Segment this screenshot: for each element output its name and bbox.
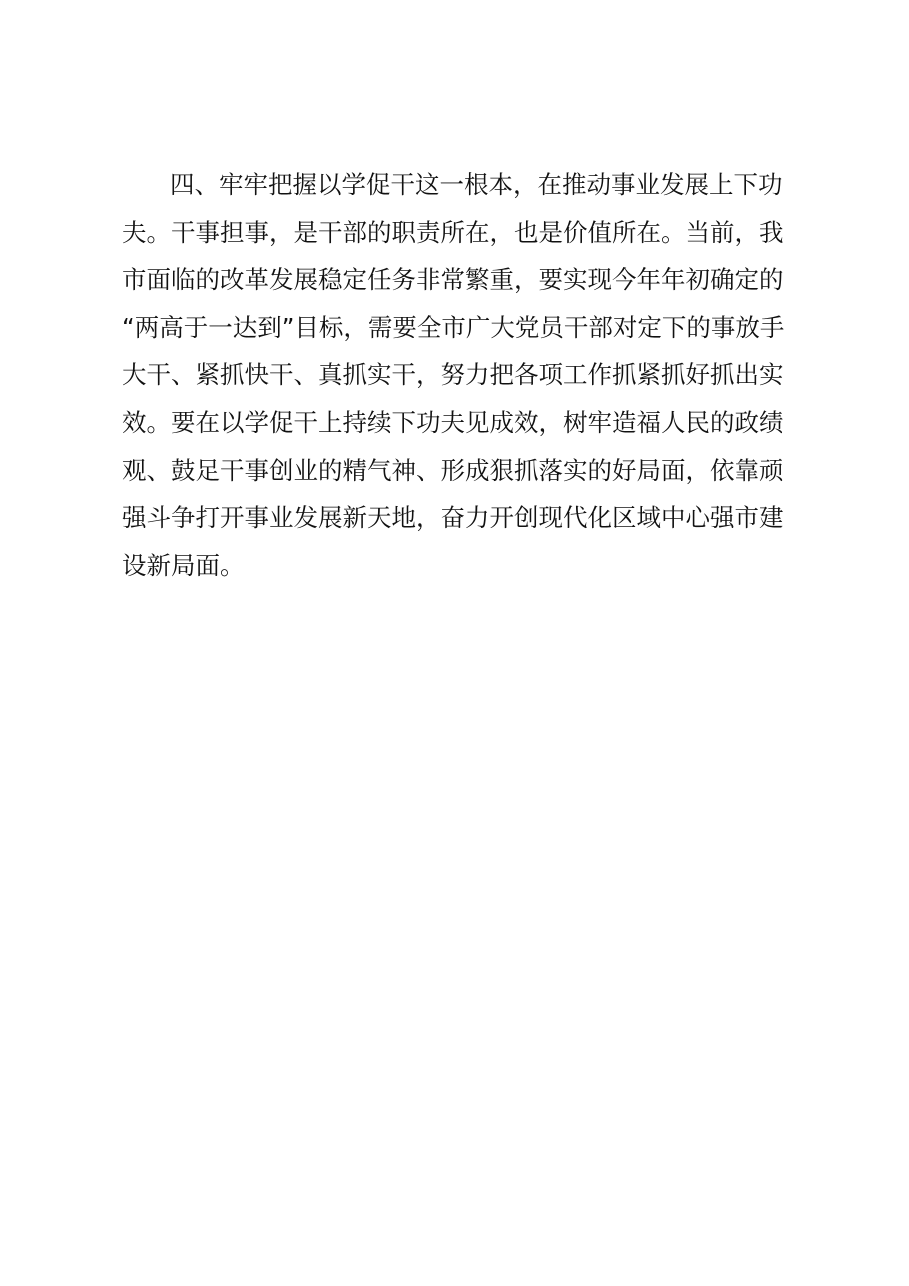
paragraph-line: 四、牢牢把握以学促干这一根本，在推动事业发展上下功 — [170, 170, 783, 199]
paragraph-line: 强斗争打开事业发展新天地，奋力开创现代化区域中心强市建 — [122, 503, 784, 533]
paragraph-line: 设新局面。 — [122, 550, 245, 580]
paragraph-line: 大干、紧抓快干、真抓实干，努力把各项工作抓紧抓好抓出实 — [122, 360, 784, 390]
paragraph-line: “两高于一达到”目标，需要全市广大党员干部对定下的事放手 — [122, 312, 785, 342]
body-paragraph — [122, 161, 802, 589]
paragraph-line: 效。要在以学促干上持续下功夫见成效，树牢造福人民的政绩 — [122, 407, 784, 437]
paragraph-line: 市面临的改革发展稳定任务非常繁重，要实现今年年初确定的 — [122, 265, 784, 295]
paragraph-line: 夫。干事担事，是干部的职责所在，也是价值所在。当前，我 — [122, 217, 784, 247]
paragraph-line: 观、鼓足干事创业的精气神、形成狠抓落实的好局面，依靠顽 — [122, 455, 784, 485]
